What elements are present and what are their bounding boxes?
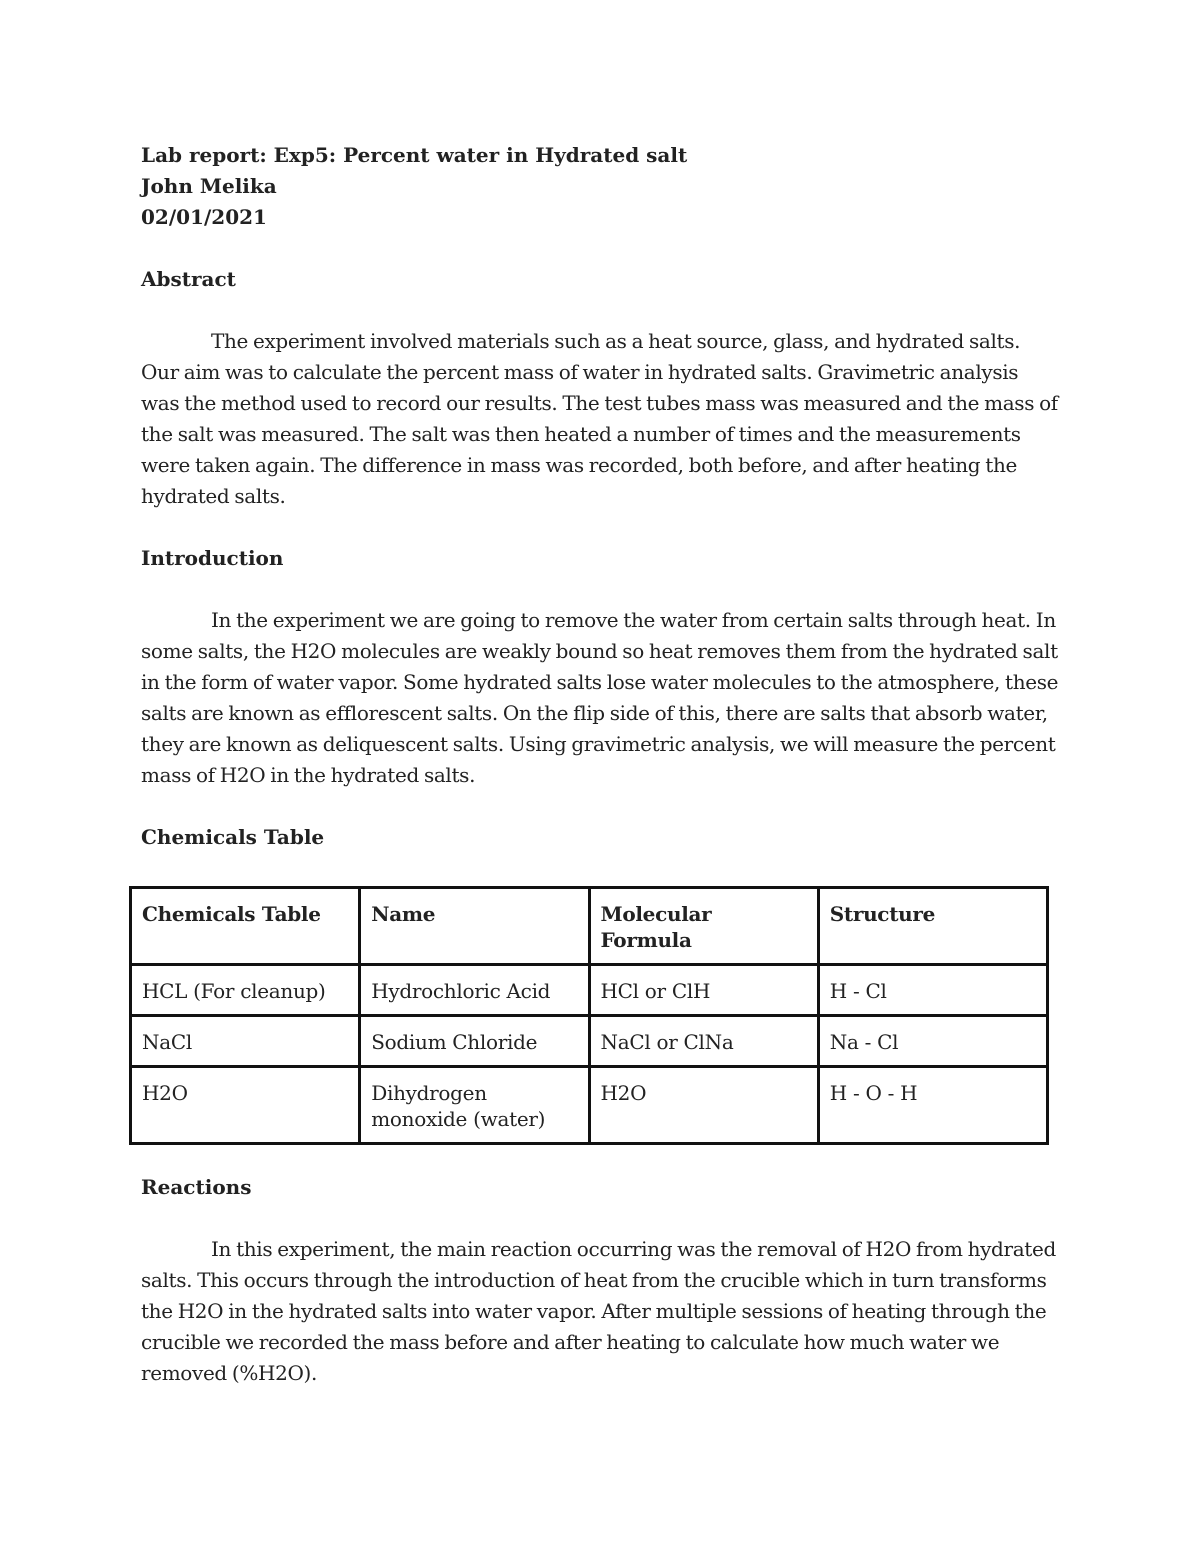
table-row [131,1067,1048,1144]
chemicals-table [129,886,1049,1145]
report-date: 02/01/2021 [141,205,267,229]
table-cell: Sodium Chloride [360,1016,589,1067]
table-cell: Dihydrogen monoxide (water) [360,1067,589,1144]
column-header: Chemicals Table [131,888,360,965]
reactions-section [141,1172,1061,1389]
table-cell: H2O [589,1067,818,1144]
table-cell: NaCl or ClNa [589,1016,818,1067]
table-row [131,965,1048,1016]
report-title: Lab report: Exp5: Percent water in Hydrated salt [141,143,688,167]
table-cell: Na - Cl [818,1016,1047,1067]
reactions-heading: Reactions [141,1175,252,1199]
introduction-paragraph: In the experiment we are going to remove the water from certain salts through heat. In some salts, the H2O molecules are weakly bound so heat removes them from the hydrated salt in the form of water vapor. Some hydrated salts lose water molecules to the atmosphere, these salts are known as efflorescent salts. On the flip side of this, there are salts that absorb water, they are known as deliquescent salts. Using gravimetric analysis, we will measure the percent mass of H2O in the hydrated salts. [141,608,1059,787]
document-page [141,140,1061,853]
introduction-heading: Introduction [141,546,284,570]
column-header: Molecular Formula [589,888,818,965]
abstract-heading: Abstract [141,267,236,291]
column-header: Name [360,888,589,965]
chemicals-table-heading: Chemicals Table [141,825,325,849]
table-cell: H - Cl [818,965,1047,1016]
table-cell: H2O [131,1067,360,1144]
abstract-paragraph: The experiment involved materials such as a heat source, glass, and hydrated salts. Our aim was to calculate the percent mass of water in hydrated salts. Gravimetric analysis was the method used to record our results. The test tubes mass was measured and the mass of the salt was measured. The salt was then heated a number of times and the measurements were taken again. The difference in mass was recorded, both before, and after heating the hydrated salts. [141,329,1058,508]
table-cell: Hydrochloric Acid [360,965,589,1016]
table-row [131,1016,1048,1067]
table-header-row [131,888,1048,965]
table-cell: HCL (For cleanup) [131,965,360,1016]
reactions-paragraph: In this experiment, the main reaction occurring was the removal of H2O from hydrated salts. This occurs through the introduction of heat from the crucible which in turn transforms the H2O in the hydrated salts into water vapor. After multiple sessions of heating through the crucible we recorded the mass before and after heating to calculate how much water we removed (%H2O). [141,1237,1056,1385]
table-cell: HCl or ClH [589,965,818,1016]
table-cell: H - O - H [818,1067,1047,1144]
column-header: Structure [818,888,1047,965]
table-cell: NaCl [131,1016,360,1067]
author-name: John Melika [141,174,277,198]
